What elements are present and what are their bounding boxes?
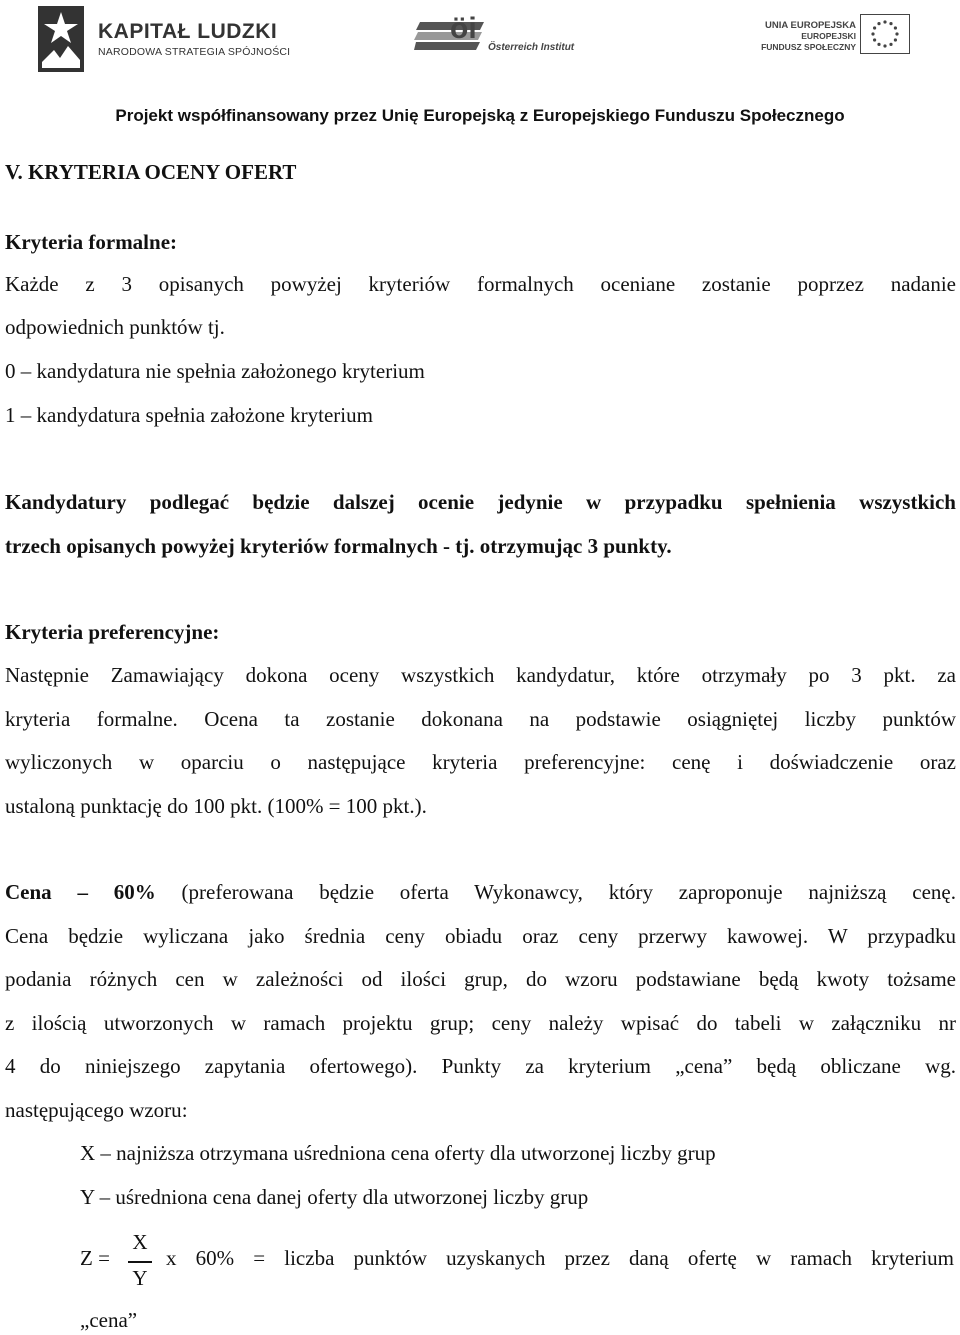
- formal-paragraph-line-1: Każde z 3 opisanych powyżej kryteriów formalnych oceniane zostanie poprzez nadanie: [5, 272, 956, 296]
- osterreich-institut-logo: [414, 12, 594, 58]
- preference-criteria-heading: Kryteria preferencyjne:: [5, 620, 220, 644]
- fraction-bar: [128, 1261, 152, 1263]
- formal-paragraph-line-2: odpowiednich punktów tj.: [5, 315, 225, 339]
- price-paragraph-line-3: podania różnych cen w zależności od ilości grup, do wzoru podstawiane będą kwoty tożsame: [5, 967, 956, 991]
- page-header: [0, 0, 960, 100]
- price-paragraph-line-5: 4 do niniejszego zapytania ofertowego). Punkty za kryterium „cena” będą obliczane wg.: [5, 1054, 956, 1078]
- kapital-ludzki-logo: [38, 6, 298, 76]
- formal-criteria-heading: Kryteria formalne:: [5, 230, 178, 254]
- section-title: V. KRYTERIA OCENY OFERT: [5, 160, 297, 184]
- price-paragraph-line-2: [5, 923, 956, 949]
- eu-logo: [752, 14, 922, 64]
- preference-paragraph-line-3: [5, 749, 956, 775]
- score-zero-line: 0 – kandydatura nie spełnia założonego kryterium: [5, 359, 425, 383]
- price-line-2-part-a: Cena będzie wyliczana jako średnia ceny obiadu oraz ceny przerwy kawowej.: [5, 924, 809, 948]
- price-line-1-text: (preferowana będzie oferta Wykonawcy, który zaproponuje najniższą cenę.: [155, 880, 956, 904]
- price-criterion-label: Cena – 60%: [5, 880, 156, 904]
- price-line-2-part-b: W przypadku: [808, 924, 956, 948]
- formula-z-label: Z =: [80, 1246, 110, 1270]
- fraction-denominator: Y: [132, 1266, 148, 1290]
- formula-x-definition: X – najniższa otrzymana uśredniona cena oferty dla utworzonej liczby grup: [80, 1141, 716, 1165]
- price-paragraph-line-6: [5, 1097, 956, 1123]
- preference-line-2-part-a: kryteria formalne.: [5, 707, 178, 731]
- formula-fraction: [122, 1230, 158, 1294]
- preference-line-3-part-b: cenę i doświadczenie oraz: [645, 750, 956, 774]
- formula-y-definition: Y – uśredniona cena danej oferty dla utworzonej liczby grup: [80, 1185, 589, 1209]
- price-paragraph-line-4: z ilością utworzonych w ramach projektu grup; ceny należy wpisać do tabeli w załączniku nr: [5, 1011, 956, 1035]
- formal-requirement-line-2: trzech opisanych powyżej kryteriów formalnych - tj. otrzymując 3 punkty.: [5, 534, 672, 558]
- preference-line-2-part-b: Ocena ta zostanie dokonana na podstawie osiągniętej liczby punktów: [177, 707, 956, 731]
- preference-paragraph-line-1: Następnie Zamawiający dokona oceny wszystkich kandydatur, które otrzymały po 3 pkt. za: [5, 663, 956, 687]
- score-one-line: 1 – kandydatura spełnia założone kryterium: [5, 403, 373, 427]
- preference-paragraph-line-2: [5, 706, 956, 732]
- formula-rhs: x 60% = liczba punktów uzyskanych przez daną ofertę w ramach kryterium: [166, 1246, 954, 1270]
- oi-mark: öi: [450, 12, 477, 45]
- price-paragraph-line-1: [5, 879, 956, 905]
- eu-line-2: EUROPEJSKI: [801, 31, 856, 41]
- eu-text: [752, 20, 856, 53]
- formal-requirement-line-1: Kandydatury podlegać będzie dalszej ocenie jedynie w przypadku spełnienia wszystkich: [5, 490, 956, 514]
- eu-line-3: FUNDUSZ SPOŁECZNY: [761, 42, 856, 52]
- kapital-ludzki-title: KAPITAŁ LUDZKI: [98, 20, 278, 43]
- kapital-ludzki-emblem-icon: [38, 6, 84, 72]
- price-line-6-part-b: :: [181, 1098, 188, 1122]
- fraction-numerator: X: [132, 1230, 148, 1254]
- eu-flag-icon: [860, 14, 910, 54]
- kapital-ludzki-subtitle: NARODOWA STRATEGIA SPÓJNOŚCI: [98, 46, 291, 58]
- price-line-6-part-a: następującego wzoru: [5, 1098, 182, 1122]
- formula-cena-word: „cena”: [80, 1308, 138, 1332]
- oi-subtitle: Österreich Institut: [488, 42, 575, 53]
- preference-paragraph-line-4: ustaloną punktację do 100 pkt. (100% = 100 pkt.).: [5, 794, 427, 818]
- eu-line-1: UNIA EUROPEJSKA: [765, 20, 856, 31]
- preference-line-3-part-a: wyliczonych w oparciu o następujące kryteria preferencyjne:: [5, 750, 646, 774]
- project-cofinanced-line: Projekt współfinansowany przez Unię Europejską z Europejskiego Funduszu Społecznego: [115, 106, 845, 125]
